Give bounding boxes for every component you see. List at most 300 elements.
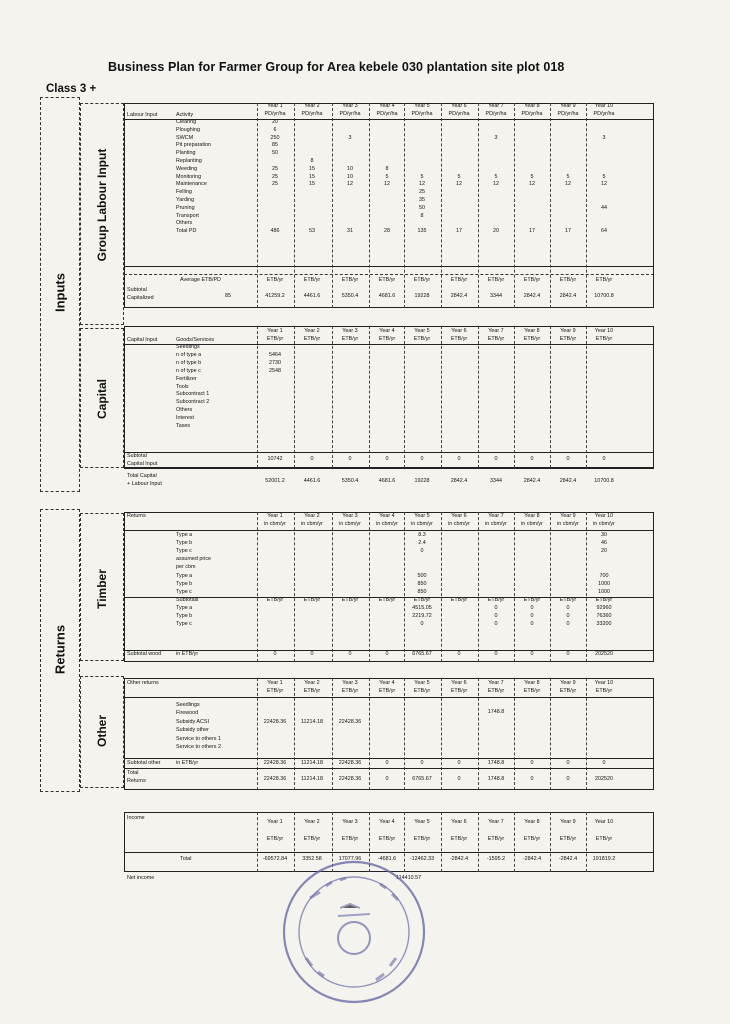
year-unit: in cbm/yr xyxy=(485,521,507,527)
subsidy-value: 22428.36 xyxy=(338,718,362,725)
timber-etb-unit: ETB/yr xyxy=(487,596,505,603)
timber-subtotal-rule xyxy=(124,597,654,598)
column-divider xyxy=(441,326,442,468)
total-capital-value: 2842.4 xyxy=(450,478,468,484)
column-divider xyxy=(478,812,479,872)
timber-value-y5: 4515.05 xyxy=(412,604,432,611)
income-unit: ETB/yr xyxy=(487,836,505,842)
total-capital-value: 2842.4 xyxy=(559,478,577,484)
total-returns-value: 202520 xyxy=(595,776,613,782)
column-divider xyxy=(369,103,370,308)
subtotal-other-value: 1748.8 xyxy=(487,760,505,766)
inputs-section-label: Inputs xyxy=(52,273,68,312)
capital-subtotal-value: 0 xyxy=(457,456,461,462)
income-year-header: Year 10 xyxy=(594,819,614,825)
labour-value: 12 xyxy=(493,181,499,188)
income-year-header: Year 2 xyxy=(304,819,320,825)
timber-value-y10: 92960 xyxy=(596,604,612,611)
labour-value: 12 xyxy=(529,181,535,188)
total-capital-value: 5350.4 xyxy=(341,478,359,484)
year-unit: PD/yr/ha xyxy=(593,111,615,117)
activity-label: Transport xyxy=(176,212,199,219)
total-returns-value: 11214.18 xyxy=(300,776,324,782)
year-unit: PD/yr/ha xyxy=(376,111,398,117)
etb-unit: ETB/yr xyxy=(487,277,505,283)
volume-y5: 2.4 xyxy=(418,540,426,547)
year-header: Year 1 xyxy=(267,680,283,686)
total-returns-value: 0 xyxy=(457,776,461,782)
total-capital-label: Total Capital xyxy=(127,473,157,479)
year-header: Year 8 xyxy=(524,103,540,109)
capital-subtotal-value: 0 xyxy=(494,456,498,462)
year-unit: ETB/yr xyxy=(595,336,613,342)
labour-value: 12 xyxy=(347,181,353,188)
timber-row-label: Type a xyxy=(176,604,193,611)
timber-zero: 0 xyxy=(530,621,534,628)
other-returns-header: Other returns xyxy=(127,680,159,686)
year-unit: in cbm/yr xyxy=(376,521,398,527)
year-unit: ETB/yr xyxy=(303,336,321,342)
capital-item-label: Subcontract 1 xyxy=(176,391,210,398)
capital-input-header: Capital Input xyxy=(127,337,158,343)
column-divider xyxy=(586,812,587,872)
capital-item-label: n of type a xyxy=(176,351,202,358)
column-divider xyxy=(586,678,587,790)
labour-header-rule xyxy=(124,119,654,120)
column-divider xyxy=(404,326,405,468)
year-unit: PD/yr/ha xyxy=(339,111,361,117)
subtotal-wood-value: 0 xyxy=(273,651,277,657)
income-year-header: Year 1 xyxy=(267,819,283,825)
subtotal-other-value: 0 xyxy=(566,760,570,766)
year-header: Year 3 xyxy=(342,103,358,109)
subtotal-other-unit: in ETB/yr xyxy=(176,760,199,766)
labour-value: 64 xyxy=(601,228,607,235)
capitalized-value: 41259.2 xyxy=(265,293,285,299)
year-unit: PD/yr/ha xyxy=(411,111,433,117)
timber-label: Timber xyxy=(95,569,109,609)
capitalized-value: 4461.6 xyxy=(303,293,321,299)
subtotal-other-value: 11214.18 xyxy=(300,760,324,766)
year-header: Year 5 xyxy=(414,328,430,334)
seedling-value: 2548 xyxy=(269,367,281,374)
column-divider xyxy=(514,103,515,308)
timber-row-label: Type c xyxy=(176,588,192,595)
year-header: Year 10 xyxy=(594,103,614,109)
income-total-value: 191819.2 xyxy=(592,856,616,862)
year-header: Year 2 xyxy=(304,328,320,334)
timber-etb-unit: ETB/yr xyxy=(523,596,541,603)
total-returns-value: 1748.8 xyxy=(487,776,505,782)
subtotal-other-value: 22428.36 xyxy=(263,760,287,766)
column-divider xyxy=(586,326,587,468)
capital-item-label: Seedlings xyxy=(176,344,200,350)
income-total-value: -4681.6 xyxy=(377,856,397,862)
other-item-label: Subsidy other xyxy=(176,727,209,734)
income-total-value: -12462.33 xyxy=(409,856,435,862)
year-unit: ETB/yr xyxy=(523,688,541,694)
timber-row-label: Type a xyxy=(176,572,193,579)
year-header: Year 4 xyxy=(379,680,395,686)
capital-total-rule xyxy=(124,468,654,469)
capitalized-value: 2842.4 xyxy=(559,293,577,299)
official-seal xyxy=(280,858,428,1006)
year-header: Year 10 xyxy=(594,680,614,686)
year-unit: in cbm/yr xyxy=(301,521,323,527)
labour-value: 10 xyxy=(347,165,353,172)
wood-subtotal-rule xyxy=(124,650,654,651)
capitalized-value: 3344 xyxy=(490,293,502,299)
activity-label: Weeding xyxy=(176,165,198,172)
labour-value: 5 xyxy=(420,173,424,180)
column-divider xyxy=(586,103,587,308)
column-divider xyxy=(257,326,258,468)
timber-value-y5: 2219.72 xyxy=(412,613,432,619)
subtotal-other-value: 0 xyxy=(602,760,606,766)
etb-unit: ETB/yr xyxy=(413,277,431,283)
labour-value: 12 xyxy=(456,181,462,188)
column-divider xyxy=(441,103,442,308)
subtotal-label: Subtotal xyxy=(127,287,147,293)
other-item-label: Seedlings xyxy=(176,702,200,708)
labour-value: 135 xyxy=(417,228,427,235)
income-unit: ETB/yr xyxy=(378,836,396,842)
timber-zero: 0 xyxy=(530,613,534,619)
etb-unit: ETB/yr xyxy=(341,277,359,283)
volume-y10: 30 xyxy=(601,532,607,538)
capitalized-value: 10700.8 xyxy=(594,293,614,299)
year-unit: PD/yr/ha xyxy=(485,111,507,117)
labour-value: 12 xyxy=(384,181,390,188)
capital-item-label: n of type b xyxy=(176,359,202,366)
capital-subtotal-value: 0 xyxy=(530,456,534,462)
price-y5: 500 xyxy=(417,572,427,579)
capital-input-label: Capital Input xyxy=(127,461,158,467)
activity-label: SWCM xyxy=(176,134,194,141)
total-returns-label-2: Returns xyxy=(127,778,146,784)
year-header: Year 1 xyxy=(267,103,283,109)
column-divider xyxy=(332,512,333,662)
price-y5: 850 xyxy=(417,580,427,587)
year-unit: PD/yr/ha xyxy=(521,111,543,117)
income-unit: ETB/yr xyxy=(266,836,284,842)
capitalized-value: 2842.4 xyxy=(523,293,541,299)
labour-value: 3 xyxy=(602,134,606,141)
timber-etb-unit: ETB/yr xyxy=(341,596,359,603)
capital-header-rule xyxy=(124,344,654,345)
capital-subtotal-rule xyxy=(124,452,654,453)
income-unit: ETB/yr xyxy=(341,836,359,842)
other-header-rule xyxy=(124,697,654,698)
total-capital-value: 52001.2 xyxy=(265,478,285,484)
year-header: Year 3 xyxy=(342,680,358,686)
total-returns-value: 22428.36 xyxy=(263,776,287,782)
other-item-label: Subsidy ACSI xyxy=(176,718,209,725)
income-year-header: Year 5 xyxy=(414,819,430,825)
column-divider xyxy=(478,103,479,308)
year-unit: ETB/yr xyxy=(559,336,577,342)
year-unit: PD/yr/ha xyxy=(264,111,286,117)
capitalized-value: 5350.4 xyxy=(341,293,359,299)
column-divider xyxy=(441,512,442,662)
timber-row-label: Type b xyxy=(176,580,193,587)
labour-value: 3 xyxy=(348,134,352,141)
column-divider xyxy=(478,512,479,662)
income-year-header: Year 3 xyxy=(342,819,358,825)
total-returns-value: 0 xyxy=(385,776,389,782)
seedling-value: 5464 xyxy=(269,351,281,358)
total-returns-value: 0 xyxy=(566,776,570,782)
year-header: Year 6 xyxy=(451,680,467,686)
labour-value: 17 xyxy=(456,228,462,235)
other-item-label: Service to others 1 xyxy=(176,735,221,742)
year-header: Year 8 xyxy=(524,328,540,334)
income-unit: ETB/yr xyxy=(559,836,577,842)
year-unit: ETB/yr xyxy=(266,336,284,342)
timber-table xyxy=(124,512,654,662)
other-subtotal-rule xyxy=(124,758,654,759)
activity-label: Clearing xyxy=(176,119,197,125)
income-unit: ETB/yr xyxy=(413,836,431,842)
subtotal-other-value: 22428.36 xyxy=(338,760,362,766)
timber-row-label: Type b xyxy=(176,613,193,619)
etb-unit: ETB/yr xyxy=(559,277,577,283)
year-header: Year 2 xyxy=(304,513,320,519)
year-unit: ETB/yr xyxy=(378,336,396,342)
year-header: Year 5 xyxy=(414,103,430,109)
year-header: Year 3 xyxy=(342,513,358,519)
capital-item-label: Interest xyxy=(176,415,194,422)
price-y10: 1000 xyxy=(598,580,610,587)
returns-section-label: Returns xyxy=(52,624,68,675)
net-income-value: 114410.57 xyxy=(396,875,422,881)
income-year-header: Year 8 xyxy=(524,819,540,825)
labour-value: 8 xyxy=(310,158,314,164)
capital-item-label: Taxes xyxy=(176,423,191,429)
labour-value: 31 xyxy=(347,228,353,235)
activity-label: Yarding xyxy=(176,197,195,203)
year-header: Year 2 xyxy=(304,680,320,686)
timber-etb-unit: ETB/yr xyxy=(559,596,577,603)
total-capital-label-2: + Labour Input xyxy=(127,481,162,487)
subtotal-wood-value: 202520 xyxy=(595,651,613,657)
timber-zero: 0 xyxy=(530,604,534,611)
year-unit: ETB/yr xyxy=(450,688,468,694)
total-returns-value: 0 xyxy=(530,776,534,782)
year-header: Year 10 xyxy=(594,328,614,334)
column-divider xyxy=(514,326,515,468)
activity-label: Maintenance xyxy=(176,181,207,188)
subtotal-other-value: 0 xyxy=(530,760,534,766)
year-header: Year 9 xyxy=(560,103,576,109)
year-header: Year 2 xyxy=(304,103,320,109)
average-etb-label: Average ETB/PD xyxy=(180,277,221,283)
capital-subtotal-value: 0 xyxy=(348,456,352,462)
column-divider xyxy=(257,512,258,662)
capital-item-label: Fertilizer xyxy=(176,375,197,382)
year-header: Year 1 xyxy=(267,513,283,519)
column-divider xyxy=(332,326,333,468)
income-unit: ETB/yr xyxy=(303,836,321,842)
year-header: Year 9 xyxy=(560,680,576,686)
income-year-header: Year 7 xyxy=(488,819,504,825)
column-divider xyxy=(294,103,295,308)
capitalized-value: 19228 xyxy=(414,293,430,299)
timber-row-label: Type c xyxy=(176,621,192,628)
capital-item-label: n of type c xyxy=(176,367,201,374)
timber-etb-unit: ETB/yr xyxy=(378,596,396,603)
labour-value: 44 xyxy=(601,204,607,211)
other-item-label: Service to others 2 xyxy=(176,744,221,750)
year-unit: ETB/yr xyxy=(487,688,505,694)
goods-services-header: Goods/Services xyxy=(176,337,215,343)
firewood-y7: 1748.8 xyxy=(487,708,505,715)
labour-value: 3 xyxy=(494,134,498,141)
column-divider xyxy=(404,512,405,662)
capital-subtotal-value: 0 xyxy=(310,456,314,462)
capital-label: Capital xyxy=(95,379,109,420)
timber-etb-unit: ETB/yr xyxy=(303,596,321,603)
labour-value: 15 xyxy=(309,165,315,172)
year-header: Year 5 xyxy=(414,513,430,519)
income-total-rule xyxy=(124,852,654,853)
labour-total-rule xyxy=(124,266,654,267)
total-capital-value: 4681.6 xyxy=(378,478,396,484)
year-header: Year 1 xyxy=(267,328,283,334)
etb-unit: ETB/yr xyxy=(303,277,321,283)
column-divider xyxy=(586,512,587,662)
labour-value: 15 xyxy=(309,173,315,180)
column-divider xyxy=(257,103,258,308)
labour-value: 25 xyxy=(272,181,278,188)
subtotal-wood-value: 0 xyxy=(530,651,534,657)
year-unit: ETB/yr xyxy=(487,336,505,342)
labour-value: 25 xyxy=(419,189,425,196)
timber-zero: 0 xyxy=(566,604,570,611)
year-unit: PD/yr/ha xyxy=(448,111,470,117)
activity-label: Pruning xyxy=(176,204,195,211)
timber-etb-unit: ETB/yr xyxy=(266,596,284,603)
year-header: Year 6 xyxy=(451,103,467,109)
other-item-label: Firewood xyxy=(176,710,199,717)
income-total-value: -2842.4 xyxy=(558,856,578,862)
column-divider xyxy=(369,512,370,662)
income-year-header: Year 4 xyxy=(379,819,395,825)
subtotal-wood-label: Subtotal wood xyxy=(127,651,162,657)
income-total-label: Total xyxy=(180,856,192,862)
labour-value: 12 xyxy=(601,181,607,188)
etb-unit: ETB/yr xyxy=(523,277,541,283)
volume-y5: 0 xyxy=(420,548,424,555)
total-capital-value: 10700.8 xyxy=(594,478,614,484)
capitalized-label: Capitalized xyxy=(127,295,154,301)
timber-value-y10: 76360 xyxy=(596,613,612,619)
year-header: Year 6 xyxy=(451,513,467,519)
labour-value: 5 xyxy=(494,173,498,180)
year-unit: PD/yr/ha xyxy=(557,111,579,117)
capital-subtotal-value: 10742 xyxy=(267,456,283,462)
activity-label: Felling xyxy=(176,189,192,196)
capitalized-value: 2842.4 xyxy=(450,293,468,299)
column-divider xyxy=(550,512,551,662)
timber-row-label: Subtotals xyxy=(176,596,199,603)
income-unit: ETB/yr xyxy=(523,836,541,842)
labour-avg-rule xyxy=(124,274,654,275)
year-header: Year 8 xyxy=(524,513,540,519)
activity-header: Activity xyxy=(176,112,194,118)
total-returns-value: 22428.36 xyxy=(338,776,362,782)
income-total-value: 3352.58 xyxy=(302,856,322,862)
labour-value: 25 xyxy=(272,173,278,180)
timber-etb-unit: ETB/yr xyxy=(595,596,613,603)
year-header: Year 7 xyxy=(488,513,504,519)
column-divider xyxy=(514,812,515,872)
year-header: Year 9 xyxy=(560,328,576,334)
column-divider xyxy=(294,512,295,662)
volume-y10: 20 xyxy=(601,548,607,555)
total-capital-value: 3344 xyxy=(490,478,502,484)
year-header: Year 4 xyxy=(379,513,395,519)
labour-value: 5 xyxy=(602,173,606,180)
labour-value: 486 xyxy=(270,228,280,235)
timber-zero: 0 xyxy=(494,621,498,628)
subtotal-wood-value: 0 xyxy=(385,651,389,657)
column-divider xyxy=(404,103,405,308)
labour-value: 5 xyxy=(457,173,461,180)
labour-value: 28 xyxy=(384,228,390,235)
column-divider xyxy=(514,512,515,662)
subtotal-wood-unit: in ETB/yr xyxy=(176,651,199,657)
income-unit: ETB/yr xyxy=(595,836,613,842)
net-income-label: Net income xyxy=(127,875,155,881)
activity-label: Planting xyxy=(176,150,196,157)
timber-value-y10: 33200 xyxy=(596,621,612,628)
labour-value: 5 xyxy=(385,173,389,180)
subtotal-wood-value: 6765.67 xyxy=(412,651,432,657)
year-unit: ETB/yr xyxy=(341,688,359,694)
timber-row-label: Type a xyxy=(176,532,193,538)
activity-label: Pit preparation xyxy=(176,142,212,149)
labour-value: 8 xyxy=(385,165,389,172)
timber-row-label: assumed price xyxy=(176,556,212,563)
etb-unit: ETB/yr xyxy=(595,277,613,283)
income-unit: ETB/yr xyxy=(450,836,468,842)
labour-value: 12 xyxy=(419,181,425,188)
volume-y5: 8.3 xyxy=(418,532,426,538)
year-header: Year 6 xyxy=(451,328,467,334)
timber-zero: 0 xyxy=(566,613,570,619)
class-label: Class 3 + xyxy=(46,83,97,95)
subtotal-other-label: Subtotal other xyxy=(127,760,161,766)
total-capital-value: 2842.4 xyxy=(523,478,541,484)
other-table xyxy=(124,678,654,790)
column-divider xyxy=(550,326,551,468)
labour-value: 25 xyxy=(272,165,278,172)
year-unit: ETB/yr xyxy=(378,688,396,694)
year-unit: ETB/yr xyxy=(523,336,541,342)
labour-value: 5 xyxy=(566,173,570,180)
year-unit: in cbm/yr xyxy=(593,521,615,527)
column-divider xyxy=(369,326,370,468)
timber-etb-unit: ETB/yr xyxy=(450,596,468,603)
year-unit: in cbm/yr xyxy=(521,521,543,527)
activity-label: Others xyxy=(176,220,193,227)
capital-subtotal-value: 0 xyxy=(566,456,570,462)
other-label: Other xyxy=(95,715,109,748)
subtotal-wood-value: 0 xyxy=(310,651,314,657)
subsidy-value: 11214.18 xyxy=(300,718,324,725)
total-returns-value: 6765.67 xyxy=(412,776,432,782)
